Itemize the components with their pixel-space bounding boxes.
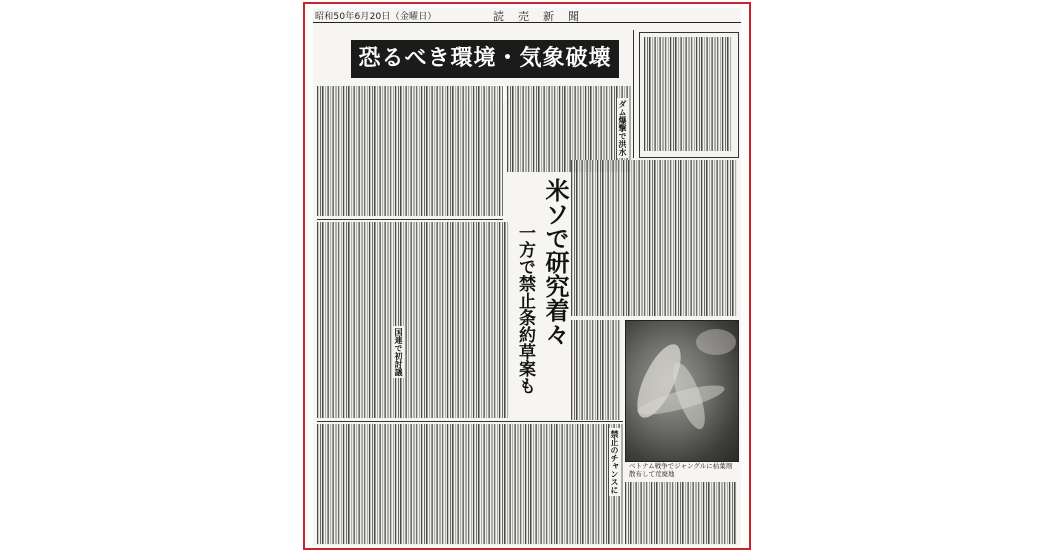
- article-body-column-bottom-right: [625, 482, 737, 544]
- article-body-column-bottom: [317, 424, 623, 544]
- clipping-frame: [303, 2, 751, 550]
- article-headline: 恐るべき環境・気象破壊: [351, 40, 619, 78]
- section-head-dam: ダム爆撃で洪水: [618, 100, 627, 156]
- article-body-column-left-lower: [317, 222, 509, 418]
- photo-caption: ベトナム戦争でジャングルに枯葉剤散布して荒廃地: [629, 462, 733, 478]
- masthead: [313, 8, 741, 23]
- newspaper-clipping: [313, 8, 741, 546]
- section-head-un: 国連で初討議: [394, 328, 403, 376]
- article-body-column-right-narrow: [571, 320, 621, 420]
- sidebar-note-box: [639, 32, 739, 158]
- article-photo: [625, 320, 739, 462]
- column-rule: [317, 421, 623, 422]
- article-subheadline-main: 米ソで研究着々: [535, 178, 569, 346]
- section-head-ban-chance: 禁止のチャンスに: [610, 430, 619, 494]
- article-subheadline-sub: 一方で禁止条約草案も: [511, 224, 535, 394]
- issue-date: 昭和50年6月20日（金曜日）: [315, 12, 437, 22]
- paper-name: 読売新聞: [493, 10, 593, 23]
- article-body-column-right: [571, 160, 737, 316]
- sidebar-note-text: [644, 37, 732, 151]
- column-rule: [633, 30, 634, 158]
- article-body-column-left-upper: [317, 86, 503, 216]
- column-rule: [317, 219, 503, 220]
